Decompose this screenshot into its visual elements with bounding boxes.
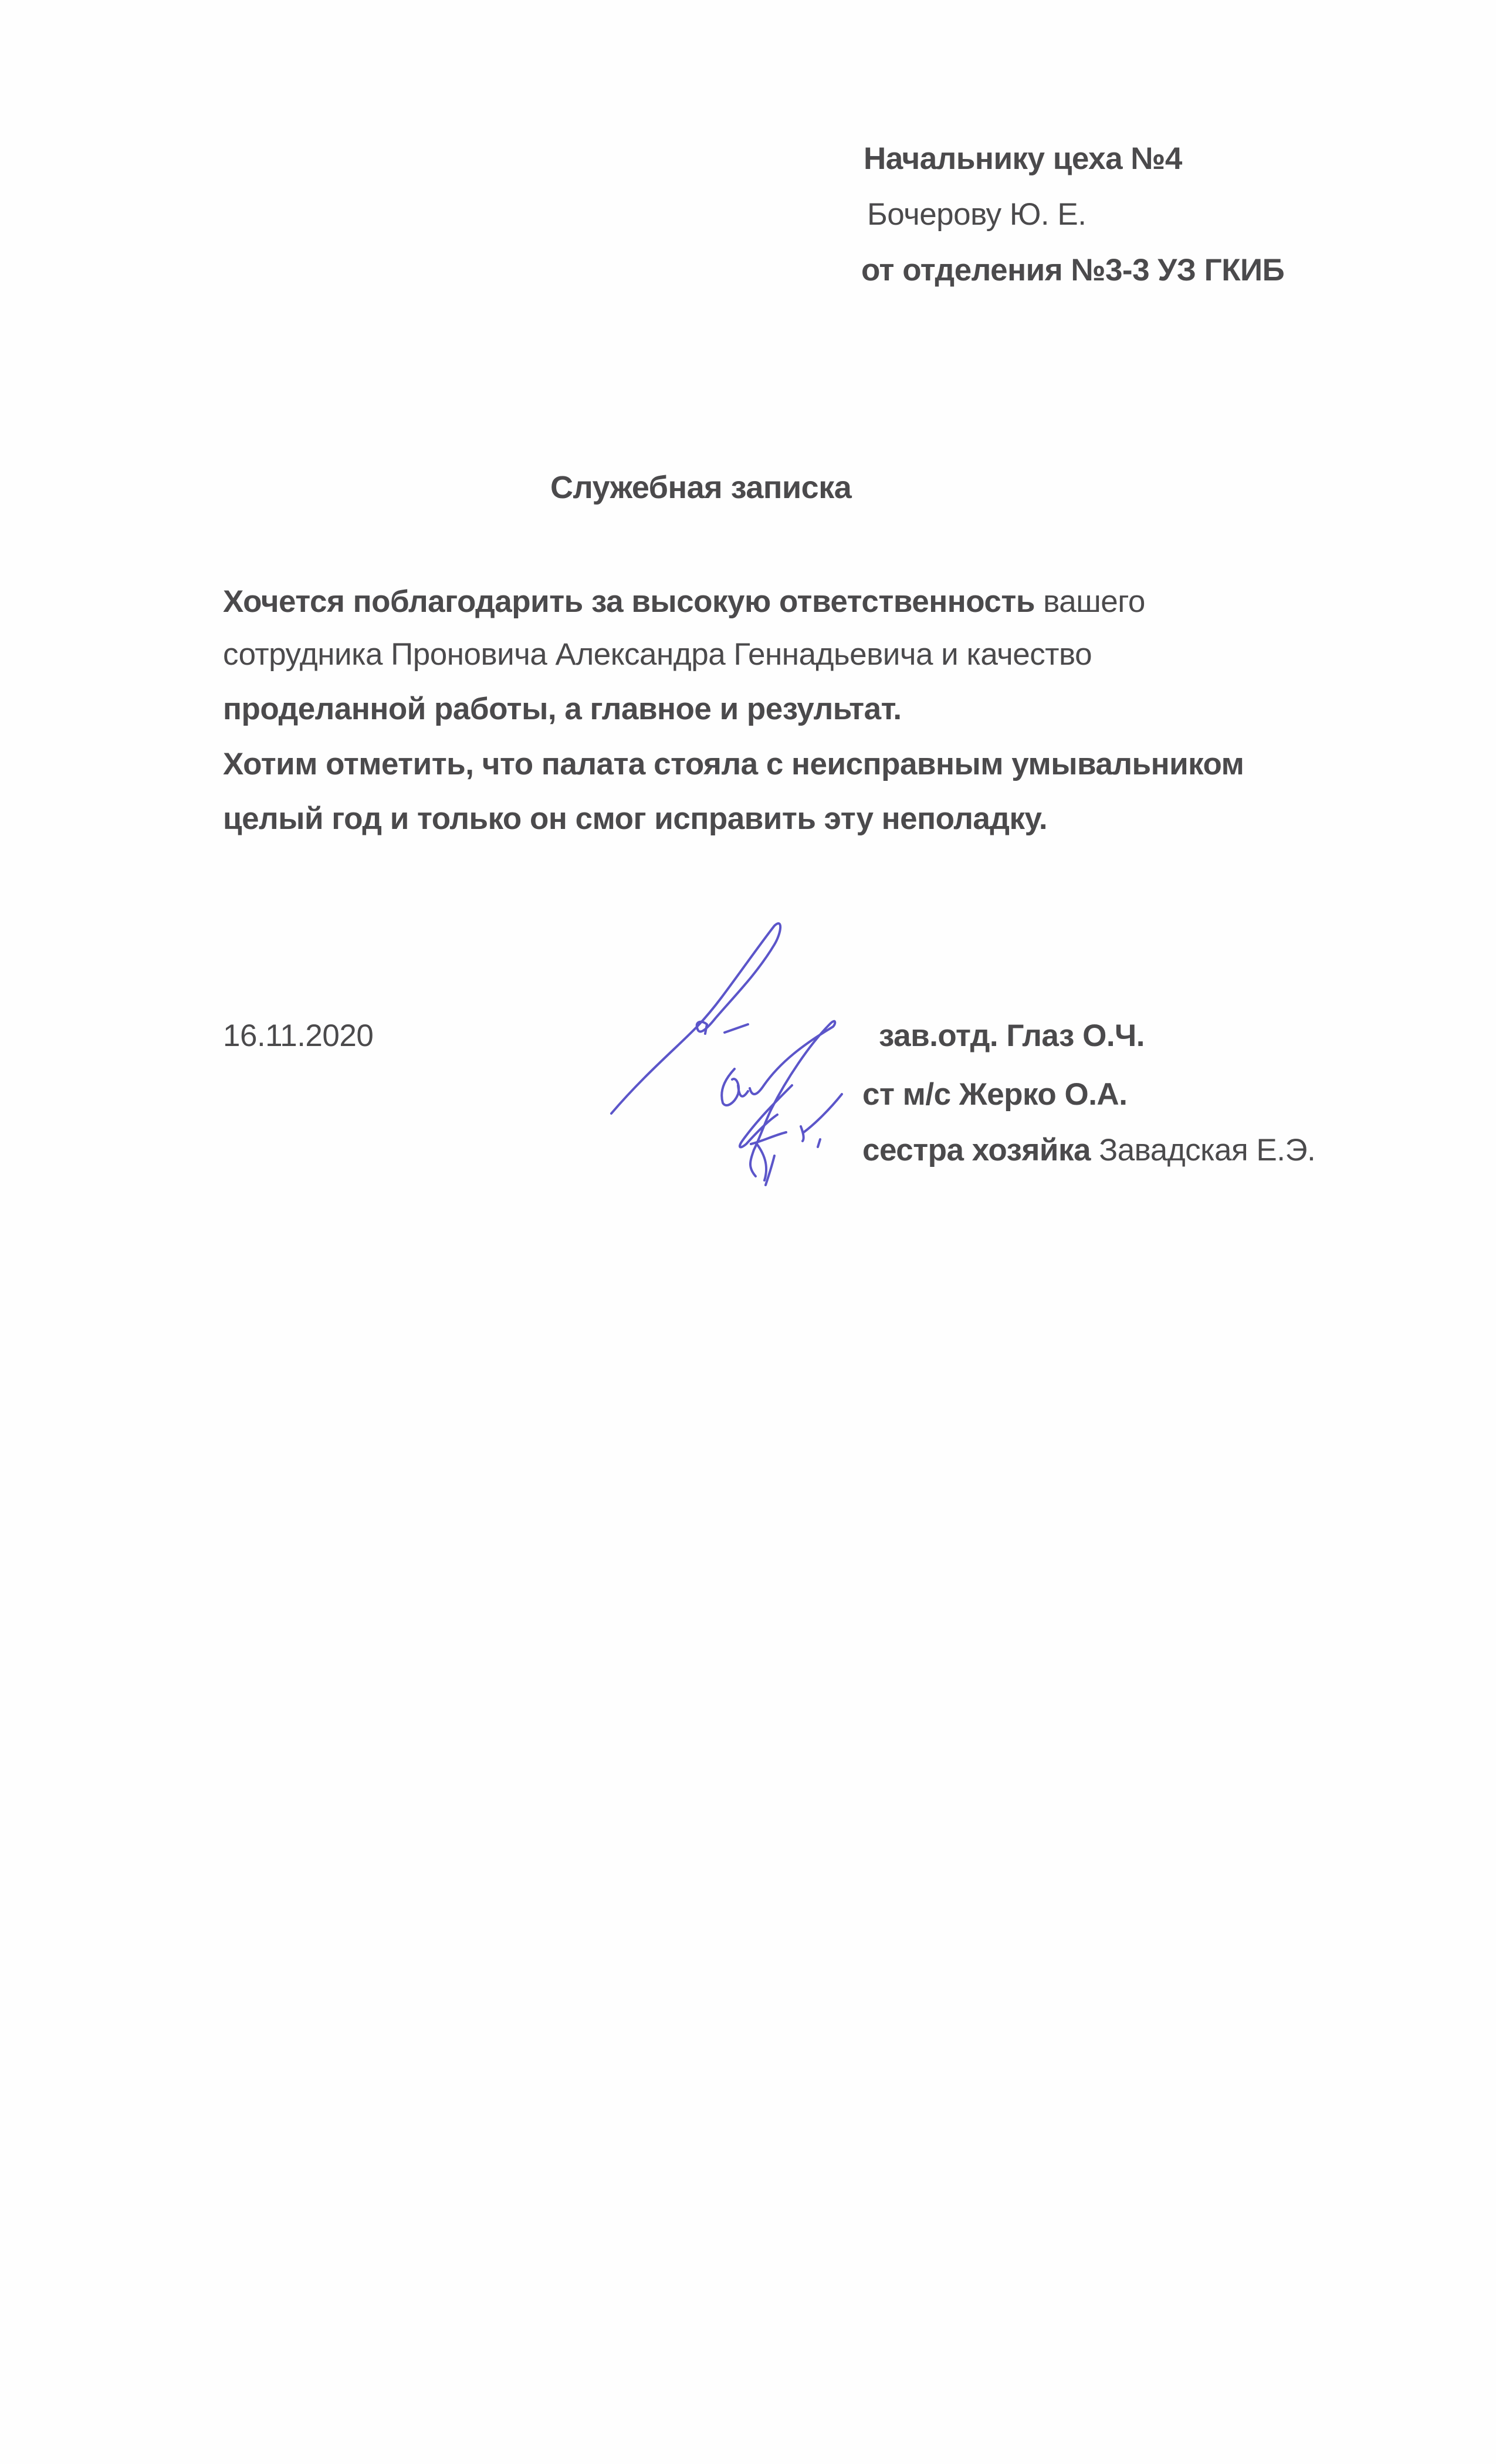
body-line-text: сотрудника Проновича Александра Геннадьевича и xyxy=(223,637,967,672)
signatory-line xyxy=(862,1077,1127,1112)
body-line-text: качество xyxy=(966,637,1092,672)
signatory-text: Завадская Е.Э. xyxy=(1099,1133,1316,1167)
body-line-text: Хочется поблагодарить за высокую ответственность xyxy=(223,584,1044,619)
signature-stroke-1 xyxy=(611,923,780,1113)
body-line-text: Хотим отметить, что палата стояла с неисправным умывальником xyxy=(223,747,1244,781)
body-line xyxy=(223,637,1092,672)
signatory-line xyxy=(862,1132,1315,1168)
document-title: Служебная записка xyxy=(550,470,852,505)
signature-stroke-5 xyxy=(804,1094,842,1132)
addressee-line-name: Бочерову Ю. Е. xyxy=(867,197,1087,232)
body-line-text: целый год и только он смог исправить эту неполадку. xyxy=(223,801,1048,836)
body-line xyxy=(223,691,902,727)
body-line xyxy=(223,584,1145,620)
body-line xyxy=(223,801,1047,837)
body-line-text: проделанной работы, а главное и результат. xyxy=(223,692,902,726)
document-date: 16.11.2020 xyxy=(223,1018,374,1053)
signature-stroke-6 xyxy=(818,1139,820,1147)
signature-stroke-2 xyxy=(725,1024,748,1033)
body-line-text: вашего xyxy=(1043,584,1145,619)
signatory-text: сестра хозяйка xyxy=(862,1133,1099,1167)
signatory-text: ст м/с Жерко О.А. xyxy=(862,1077,1128,1112)
signatory-text: зав.отд. Глаз О.Ч. xyxy=(879,1018,1145,1053)
signature-stroke-4 xyxy=(740,1085,804,1147)
addressee-line-department: от отделения №3-3 УЗ ГКИБ xyxy=(861,253,1285,287)
addressee-line-position: Начальнику цеха №4 xyxy=(864,141,1182,176)
signature-icon xyxy=(598,909,845,1191)
signature-stroke-7 xyxy=(757,1144,774,1185)
signatory-line xyxy=(879,1018,1145,1054)
body-line xyxy=(223,746,1244,782)
